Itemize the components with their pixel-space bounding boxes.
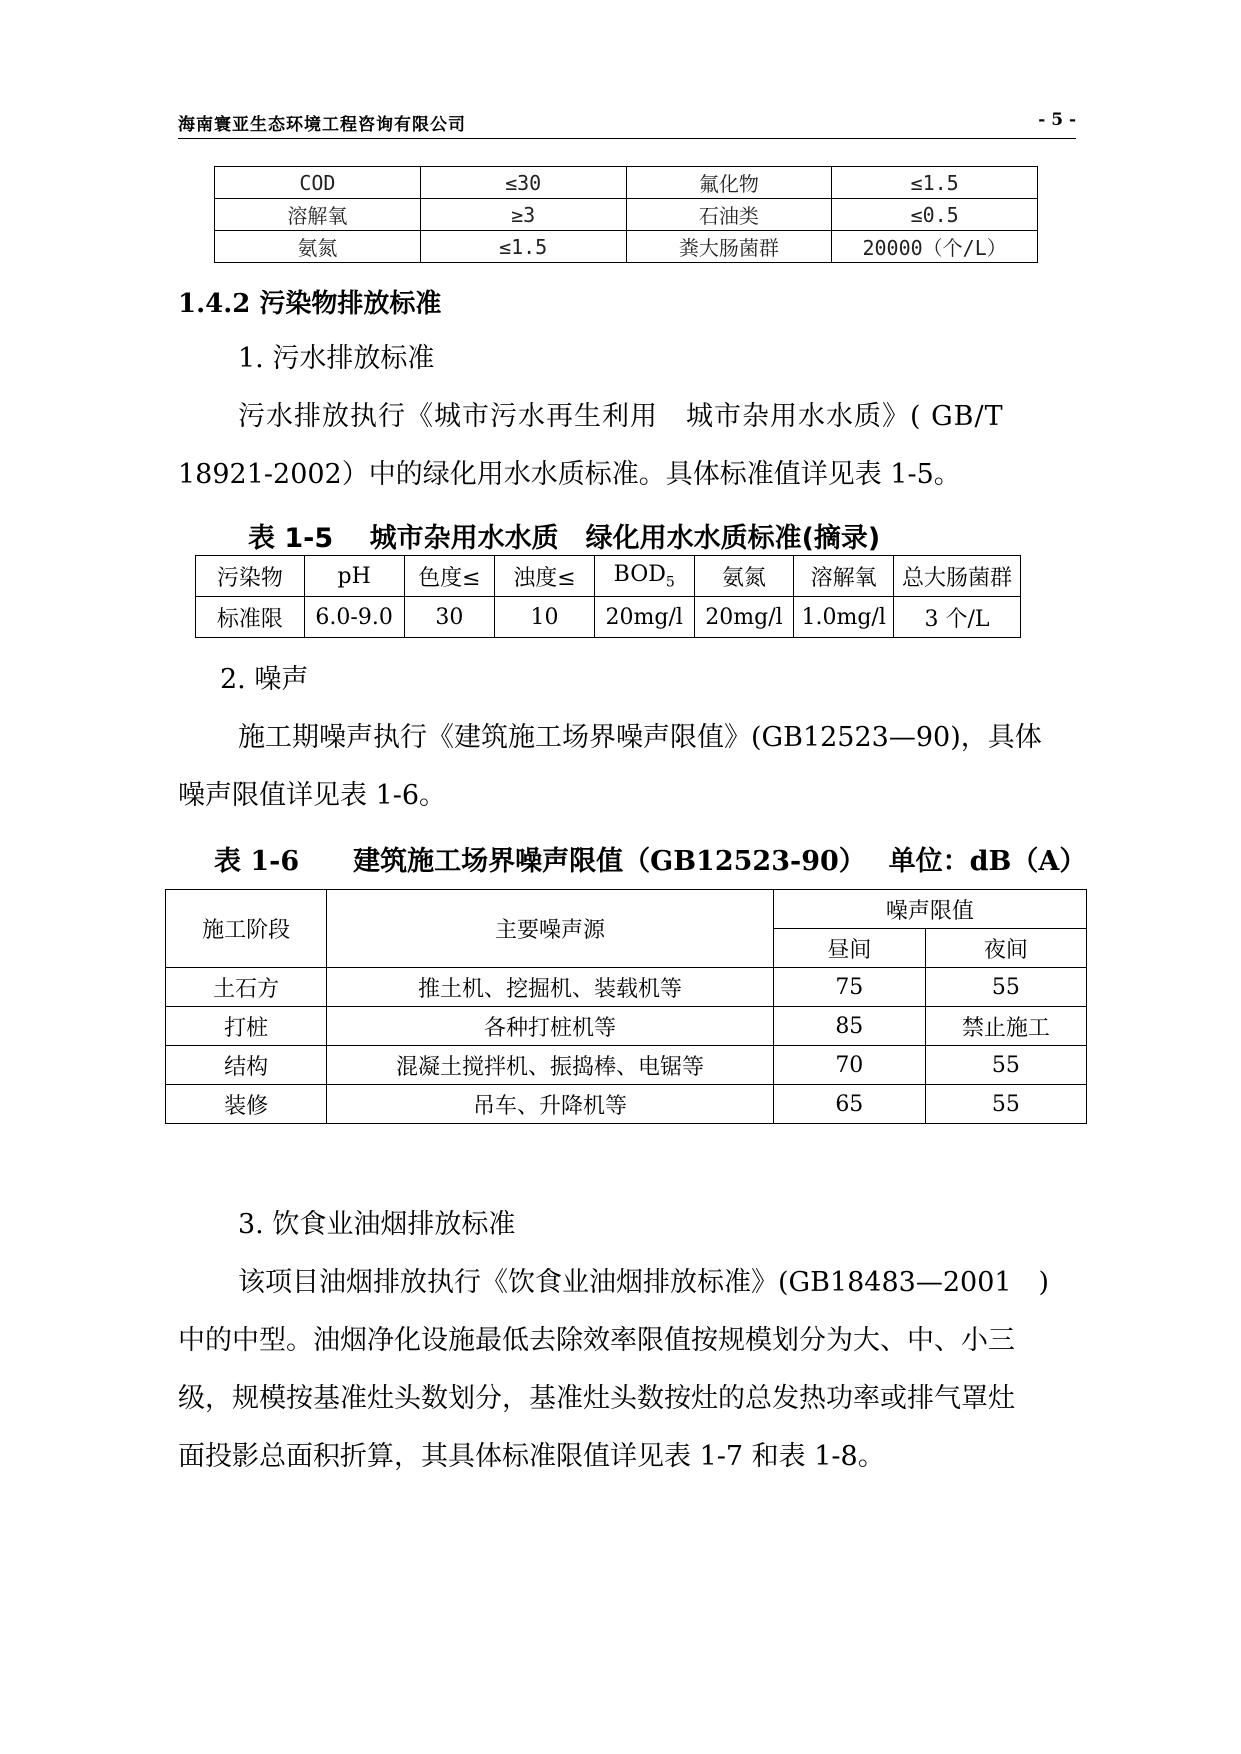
table-cell: 20mg/l (594, 597, 694, 638)
company-name: 海南寰亚生态环境工程咨询有限公司 (178, 115, 466, 135)
table-row (166, 968, 1087, 1007)
fume-paragraph-line-3: 级，规模按基准灶头数划分，基准灶头数按灶的总发热功率或排气罩灶 (178, 1383, 1015, 1414)
column-header: pH (304, 556, 404, 597)
sewage-paragraph-line-2: 18921-2002）中的绿化用水水质标准。具体标准值详见表 1-5。 (178, 459, 961, 490)
table-cell: 各种打桩机等 (327, 1007, 774, 1046)
table-cell: 粪大肠菌群 (626, 231, 832, 263)
column-header-day: 昼间 (773, 929, 925, 968)
column-header-bod (594, 556, 694, 597)
table-cell: 土石方 (166, 968, 327, 1007)
sewage-paragraph-line-1: 污水排放执行《城市污水再生利用 城市杂用水水质》( GB/T (238, 401, 1004, 432)
table-cell: 20000（个/L） (832, 231, 1038, 263)
table-row (166, 1046, 1087, 1085)
table-cell: 55 (925, 1085, 1086, 1124)
table-row (166, 1007, 1087, 1046)
table-cell: ≤1.5 (420, 231, 626, 263)
table-cell: 标准限 (196, 597, 305, 638)
page-header (178, 110, 1076, 139)
subsection-title-fume: 3. 饮食业油烟排放标准 (238, 1209, 516, 1240)
table-cell: 65 (773, 1085, 925, 1124)
table-1-5-caption: 表 1-5 城市杂用水水质 绿化用水水质标准(摘录) (248, 523, 881, 554)
table-row (215, 231, 1038, 263)
table-1-6-caption: 表 1-6 建筑施工场界噪声限值（GB12523-90） 单位：dB（A） (214, 846, 1087, 877)
table-cell: 70 (773, 1046, 925, 1085)
table-cell: 结构 (166, 1046, 327, 1085)
column-header: 溶解氧 (794, 556, 894, 597)
table-cell: 混凝土搅拌机、振捣棒、电锯等 (327, 1046, 774, 1085)
table-cell: 装修 (166, 1085, 327, 1124)
table-cell: 氟化物 (626, 167, 832, 199)
noise-paragraph-line-2: 噪声限值详见表 1-6。 (178, 780, 447, 811)
column-header: 浊度≤ (495, 556, 595, 597)
table-cell: 10 (495, 597, 595, 638)
fume-paragraph-line-2: 中的中型。油烟净化设施最低去除效率限值按规模划分为大、中、小三 (178, 1325, 1015, 1356)
table-cell: 55 (925, 968, 1086, 1007)
water-quality-table (214, 166, 1038, 263)
table-cell: 6.0-9.0 (304, 597, 404, 638)
noise-paragraph-line-1: 施工期噪声执行《建筑施工场界噪声限值》(GB12523—90)，具体 (238, 722, 1042, 753)
table-cell: 75 (773, 968, 925, 1007)
bod-subscript: 5 (665, 574, 675, 591)
table-cell: 85 (773, 1007, 925, 1046)
subsection-title-sewage: 1. 污水排放标准 (238, 343, 435, 374)
table-cell: 30 (404, 597, 495, 638)
table-cell: 吊车、升降机等 (327, 1085, 774, 1124)
table-row (196, 597, 1021, 638)
table-cell: 55 (925, 1046, 1086, 1085)
table-cell: 打桩 (166, 1007, 327, 1046)
table-cell: 推土机、挖掘机、装载机等 (327, 968, 774, 1007)
column-header-source: 主要噪声源 (327, 890, 774, 968)
table-row (215, 199, 1038, 231)
column-header-night: 夜间 (925, 929, 1086, 968)
fume-paragraph-line-4: 面投影总面积折算，其具体标准限值详见表 1-7 和表 1-8。 (178, 1441, 885, 1472)
table-cell: ≤30 (420, 167, 626, 199)
table-1-6 (165, 889, 1087, 1124)
column-header: 污染物 (196, 556, 305, 597)
table-header-row (196, 556, 1021, 597)
table-cell: 1.0mg/l (794, 597, 894, 638)
table-cell: 石油类 (626, 199, 832, 231)
column-header-limit: 噪声限值 (773, 890, 1086, 929)
table-row (215, 167, 1038, 199)
column-header: 色度≤ (404, 556, 495, 597)
table-cell: 20mg/l (694, 597, 794, 638)
table-header-row (166, 890, 1087, 929)
table-cell: ≥3 (420, 199, 626, 231)
column-header-stage: 施工阶段 (166, 890, 327, 968)
table-cell: ≤0.5 (832, 199, 1038, 231)
table-cell: 禁止施工 (925, 1007, 1086, 1046)
table-cell: 3 个/L (894, 597, 1021, 638)
table-row (166, 1085, 1087, 1124)
column-header: 总大肠菌群 (894, 556, 1021, 597)
section-heading: 1.4.2 污染物排放标准 (178, 289, 442, 319)
table-cell: ≤1.5 (832, 167, 1038, 199)
page-number: - 5 - (1038, 110, 1076, 130)
table-cell: 氨氮 (215, 231, 421, 263)
subsection-title-noise: 2. 噪声 (220, 664, 309, 695)
bod-label: BOD (613, 561, 666, 587)
column-header: 氨氮 (694, 556, 794, 597)
table-cell: COD (215, 167, 421, 199)
fume-paragraph-line-1: 该项目油烟排放执行《饮食业油烟排放标准》(GB18483—2001 ) (238, 1267, 1050, 1298)
table-cell: 溶解氧 (215, 199, 421, 231)
table-1-5 (195, 555, 1021, 638)
